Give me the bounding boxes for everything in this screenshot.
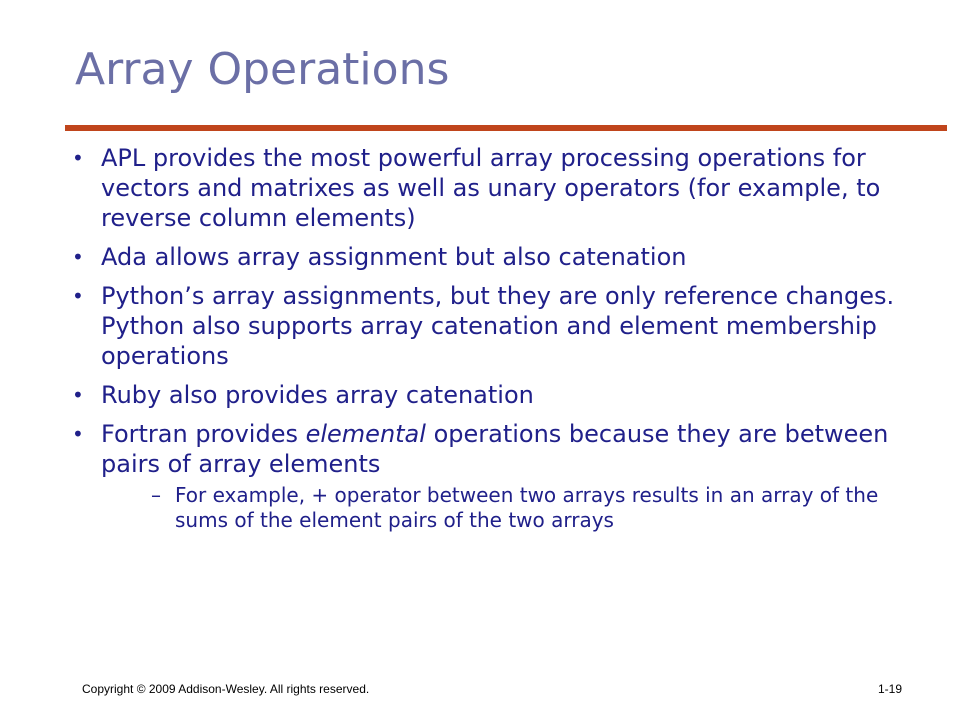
bullet-text: APL provides the most powerful array processing operations for vectors and matrixes as well as unary operators (for example, to reverse column elements): [101, 144, 881, 232]
title-divider: [65, 125, 947, 131]
page-number: 1-19: [877, 682, 902, 696]
bullet-marker: •: [72, 383, 84, 407]
bullet-text-start: Fortran provides: [101, 420, 306, 448]
footer-copyright: Copyright © 2009 Addison-Wesley. All rights reserved.: [82, 682, 370, 696]
bullet-text: [101, 420, 888, 478]
bullet-list: [72, 143, 902, 542]
sub-bullet-text: For example, + operator between two arrays results in an array of the sums of the element pairs of the two arrays: [175, 483, 879, 532]
sub-bullet-marker: –: [151, 483, 161, 507]
sub-bullet-item: [101, 483, 902, 533]
bullet-marker: •: [72, 284, 84, 308]
bullet-text: Ruby also provides array catenation: [101, 381, 534, 409]
bullet-item: [72, 419, 902, 533]
bullet-item: [72, 380, 902, 410]
emphasized-term: elemental: [305, 420, 426, 448]
bullet-item: [72, 143, 902, 233]
bullet-text-end: operations because they are between pairs of array elements: [101, 420, 889, 478]
bullet-marker: •: [72, 146, 84, 170]
bullet-item: [72, 281, 902, 371]
bullet-text: Ada allows array assignment but also catenation: [101, 243, 687, 271]
bullet-text: Python’s array assignments, but they are only reference changes. Python also supports array catenation and element membership operations: [101, 282, 895, 370]
slide-title: Array Operations: [75, 44, 450, 95]
bullet-marker: •: [72, 422, 84, 446]
bullet-item: [72, 242, 902, 272]
bullet-marker: •: [72, 245, 84, 269]
